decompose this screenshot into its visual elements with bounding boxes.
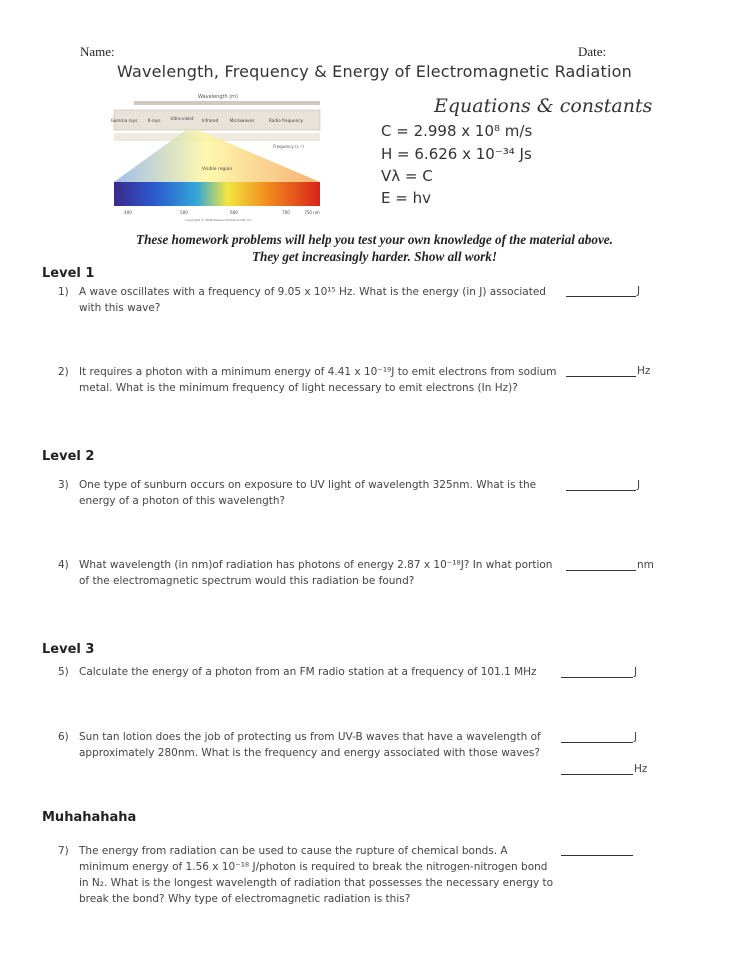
tick-500: 500 (180, 210, 188, 215)
region-uv: Ultra-violet (170, 116, 194, 121)
equation-wave-relation: Vλ = C (381, 167, 433, 185)
q6-number: 6) (58, 731, 69, 743)
region-gamma: Gamma rays (110, 118, 138, 123)
tick-400: 400 (124, 210, 132, 215)
section-level-2: Level 2 (42, 449, 95, 464)
equations-heading: Equations & constants (434, 95, 653, 117)
name-label: Name: (80, 44, 115, 59)
q2-text: It requires a photon with a minimum energy of 4.41 x 10⁻¹⁹J to emit electrons from sodium metal. What is the minimum frequency of light necessary to emit electrons (In Hz)? (79, 366, 557, 394)
q7-number: 7) (58, 845, 69, 857)
q5-unit: J (634, 666, 638, 678)
q2-answer-blank[interactable] (566, 364, 636, 377)
tick-700: 700 (282, 210, 290, 215)
region-microwave: Microwaves (229, 118, 255, 123)
wavelength-axis-label: Wavelength (m) (197, 94, 239, 100)
q4-text: What wavelength (in nm)of radiation has photons of energy 2.87 x 10⁻¹⁸J? In what portion of the electromagnetic spectrum would this radiation be found? (79, 559, 553, 587)
q4-answer-blank[interactable] (566, 558, 636, 571)
q3-answer-blank[interactable] (566, 478, 636, 491)
q4-unit: nm (637, 559, 654, 571)
q1-text: A wave oscillates with a frequency of 9.05 x 10¹⁵ Hz. What is the energy (in J) associated with this wave? (79, 286, 546, 314)
q6-frequency-blank[interactable] (561, 762, 633, 775)
q6-text: Sun tan lotion does the job of protecting us from UV-B waves that have a wavelength of approximately 280nm. What is the frequency and energy associated with those waves? (79, 731, 541, 759)
equation-speed-of-light: C = 2.998 x 10⁸ m/s (381, 122, 533, 140)
q3-unit: J (637, 479, 641, 491)
q5-answer-blank[interactable] (561, 665, 633, 678)
date-label: Date: (578, 44, 607, 59)
region-radio: Radio frequency (268, 118, 304, 123)
section-level-3: Level 3 (42, 642, 95, 657)
q7-answer-blank[interactable] (561, 843, 633, 856)
tick-750: 750 nm (304, 210, 320, 215)
intro-line-1: These homework problems will help you test your own knowledge of the material above. (136, 232, 613, 247)
q7-text: The energy from radiation can be used to cause the rupture of chemical bonds. A minimum energy of 1.56 x 10⁻¹⁸ J/photon is required to break the nitrogen-nitrogen bond in N₂. What is the longest wavelength of radiation that possesses the necessary energy to break the bond? Why type of electromagnetic radiation is this? (79, 845, 554, 905)
section-muhahahaha: Muhahahaha (42, 810, 137, 825)
intro-line-2: They get increasingly harder. Show all work! (251, 249, 498, 264)
frequency-axis-label: Frequency (s⁻¹) (273, 144, 304, 149)
region-xray: X-rays (147, 118, 161, 123)
em-spectrum-figure (110, 90, 324, 225)
q5-number: 5) (58, 666, 69, 678)
q2-unit: Hz (637, 365, 651, 377)
equation-energy: E = hv (381, 189, 431, 207)
q1-answer-blank[interactable] (566, 284, 636, 297)
q1-number: 1) (58, 286, 69, 298)
visible-region-label: Visible region (201, 167, 233, 172)
q6-unit-energy: J (634, 731, 638, 743)
q5-text: Calculate the energy of a photon from an FM radio station at a frequency of 101.1 MHz (79, 666, 537, 678)
q4-number: 4) (58, 559, 69, 571)
page-title: Wavelength, Frequency & Energy of Electromagnetic Radiation (116, 62, 633, 81)
tick-600: 600 (230, 210, 238, 215)
q1-unit: J (637, 285, 641, 297)
q2-number: 2) (58, 366, 69, 378)
figure-credit: Copyright © 2006 Pearson Prentice Hall, Inc. (185, 218, 253, 222)
equation-planck: H = 6.626 x 10⁻³⁴ Js (381, 145, 532, 163)
region-ir: Infrared (201, 118, 219, 123)
section-level-1: Level 1 (42, 266, 95, 281)
q6-energy-blank[interactable] (561, 730, 633, 743)
q3-text: One type of sunburn occurs on exposure to UV light of wavelength 325nm. What is the energy of a photon of this wavelength? (79, 479, 537, 507)
q3-number: 3) (58, 479, 69, 491)
q6-unit-frequency: Hz (634, 763, 648, 775)
